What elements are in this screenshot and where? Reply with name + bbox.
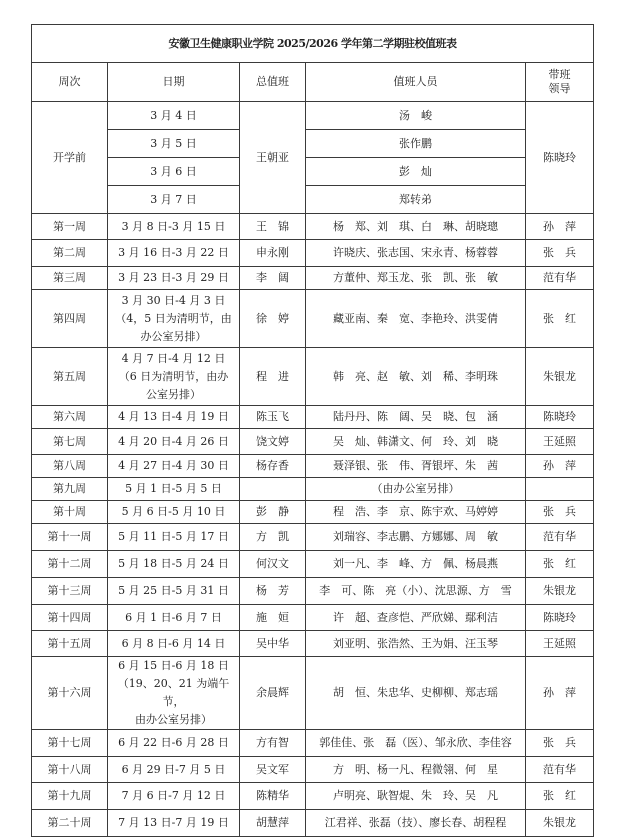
week-row — [32, 406, 594, 429]
shift-leader: 范有华 — [526, 267, 594, 290]
date-range: 3 月 23 日-3 月 29 日 — [108, 267, 240, 290]
header-leader-line2: 领导 — [548, 82, 571, 95]
week-label: 第一周 — [32, 214, 108, 240]
duty-staff: 方董仲、郑玉龙、张 凯、张 敏 — [306, 267, 526, 290]
pre-term-row — [32, 102, 594, 130]
week-row — [32, 783, 594, 810]
chief-on-duty: 王 锦 — [240, 214, 306, 240]
date-range-line: 4 月 7 日-4 月 12 日 — [121, 351, 226, 365]
week-label: 第十七周 — [32, 730, 108, 757]
duty-staff: 程 浩、李 京、陈宇欢、马婷婷 — [306, 501, 526, 524]
chief-on-duty: 饶文婷 — [240, 429, 306, 455]
pre-term-staff: 汤 峻 — [306, 102, 526, 130]
week-row — [32, 730, 594, 757]
pre-term-row — [32, 186, 594, 214]
week-row — [32, 429, 594, 455]
date-range-line: 由办公室另排） — [135, 713, 212, 726]
week-label: 第六周 — [32, 406, 108, 429]
chief-on-duty: 陈精华 — [240, 783, 306, 810]
week-label: 第十一周 — [32, 524, 108, 551]
chief-on-duty: 李 阔 — [240, 267, 306, 290]
duty-staff: 杨 郑、刘 琪、白 琳、胡晓璁 — [306, 214, 526, 240]
duty-staff: 许晓庆、张志国、宋永青、杨蓉蓉 — [306, 240, 526, 267]
header-staff: 值班人员 — [306, 63, 526, 102]
chief-on-duty: 施 姮 — [240, 605, 306, 631]
shift-leader: 张 兵 — [526, 501, 594, 524]
pre-term-staff: 张作鹏 — [306, 130, 526, 158]
date-range-line: 3 月 30 日-4 月 3 日 — [121, 293, 226, 307]
date-range-line: 公室另排） — [146, 387, 201, 401]
duty-staff: 李 可、陈 亮（小）、沈思源、方 雪 — [306, 578, 526, 605]
chief-on-duty: 陈玉飞 — [240, 406, 306, 429]
duty-staff: 韩 亮、赵 敏、刘 稀、李明珠 — [306, 348, 526, 406]
pre-term-date: 3 月 4 日 — [108, 102, 240, 130]
week-row — [32, 290, 594, 348]
date-range: 6 月 8 日-6 月 14 日 — [108, 631, 240, 657]
document-title: 安徽卫生健康职业学院 2025/2026 学年第二学期驻校值班表 — [32, 25, 594, 63]
duty-staff: 陆丹丹、陈 阔、吴 晓、包 涵 — [306, 406, 526, 429]
shift-leader: 王延照 — [526, 631, 594, 657]
pre-term-date: 3 月 7 日 — [108, 186, 240, 214]
date-range — [108, 657, 240, 730]
week-label: 第十三周 — [32, 578, 108, 605]
shift-leader: 张 兵 — [526, 730, 594, 757]
chief-on-duty: 胡慧萍 — [240, 810, 306, 837]
pre-term-row — [32, 130, 594, 158]
shift-leader: 张 红 — [526, 783, 594, 810]
date-range-line: （6 日为清明节，由办 — [118, 369, 229, 383]
date-range: 4 月 27 日-4 月 30 日 — [108, 455, 240, 478]
date-range: 5 月 1 日-5 月 5 日 — [108, 478, 240, 501]
duty-staff: 聂泽银、张 伟、胥银坪、朱 茜 — [306, 455, 526, 478]
week-label: 第三周 — [32, 267, 108, 290]
date-range: 3 月 16 日-3 月 22 日 — [108, 240, 240, 267]
date-range: 6 月 1 日-6 月 7 日 — [108, 605, 240, 631]
shift-leader: 范有华 — [526, 524, 594, 551]
week-row — [32, 524, 594, 551]
shift-leader: 王延照 — [526, 429, 594, 455]
date-range: 7 月 13 日-7 月 19 日 — [108, 810, 240, 837]
pre-term-staff: 彭 灿 — [306, 158, 526, 186]
week-row — [32, 501, 594, 524]
shift-leader: 张 兵 — [526, 240, 594, 267]
header-chief: 总值班 — [240, 63, 306, 102]
week-label: 第十四周 — [32, 605, 108, 631]
week-row — [32, 348, 594, 406]
shift-leader — [526, 478, 594, 501]
chief-on-duty: 徐 婷 — [240, 290, 306, 348]
week-label: 第十九周 — [32, 783, 108, 810]
week-row — [32, 267, 594, 290]
week-row — [32, 214, 594, 240]
duty-staff: 胡 恒、朱忠华、史柳柳、郑志瑶 — [306, 657, 526, 730]
pre-term-chief: 王朝亚 — [240, 102, 306, 214]
week-label: 第九周 — [32, 478, 108, 501]
duty-staff: 刘一凡、李 峰、方 佩、杨晨燕 — [306, 551, 526, 578]
week-row — [32, 657, 594, 730]
duty-staff: 郭佳佳、张 磊（医）、邹永欣、李佳容 — [306, 730, 526, 757]
duty-staff: 方 明、杨一凡、程微翎、何 星 — [306, 757, 526, 783]
week-label: 第四周 — [32, 290, 108, 348]
duty-staff: 吴 灿、韩潇文、何 玲、刘 晓 — [306, 429, 526, 455]
shift-leader: 张 红 — [526, 551, 594, 578]
chief-on-duty: 吴中华 — [240, 631, 306, 657]
duty-staff: 藏亚南、秦 宽、李艳玲、洪雯倩 — [306, 290, 526, 348]
shift-leader: 孙 萍 — [526, 657, 594, 730]
chief-on-duty: 余晨辉 — [240, 657, 306, 730]
shift-leader: 孙 萍 — [526, 455, 594, 478]
week-row — [32, 631, 594, 657]
date-range-line: （4，5 日为清明节，由 — [115, 311, 232, 325]
date-range: 4 月 20 日-4 月 26 日 — [108, 429, 240, 455]
chief-on-duty: 程 进 — [240, 348, 306, 406]
shift-leader: 张 红 — [526, 290, 594, 348]
shift-leader: 朱银龙 — [526, 810, 594, 837]
chief-on-duty: 方 凯 — [240, 524, 306, 551]
chief-on-duty — [240, 478, 306, 501]
pre-term-week: 开学前 — [32, 102, 108, 214]
pre-term-date: 3 月 5 日 — [108, 130, 240, 158]
date-range: 5 月 6 日-5 月 10 日 — [108, 501, 240, 524]
date-range-line: （19、20、21 为端午节， — [117, 677, 230, 708]
date-range — [108, 290, 240, 348]
date-range: 6 月 29 日-7 月 5 日 — [108, 757, 240, 783]
duty-staff: 卢明亮、耿智焜、朱 玲、吴 凡 — [306, 783, 526, 810]
chief-on-duty: 杨存香 — [240, 455, 306, 478]
header-leader — [526, 63, 594, 102]
shift-leader: 陈晓玲 — [526, 605, 594, 631]
week-label: 第十六周 — [32, 657, 108, 730]
chief-on-duty: 彭 静 — [240, 501, 306, 524]
header-date: 日期 — [108, 63, 240, 102]
shift-leader: 朱银龙 — [526, 578, 594, 605]
week-label: 第十二周 — [32, 551, 108, 578]
week-label: 第十五周 — [32, 631, 108, 657]
header-leader-line1: 带班 — [548, 68, 571, 81]
duty-staff: 刘亚明、张浩然、王为娟、汪玉琴 — [306, 631, 526, 657]
duty-roster-table — [31, 24, 594, 837]
week-row — [32, 455, 594, 478]
chief-on-duty: 吴文军 — [240, 757, 306, 783]
date-range: 3 月 8 日-3 月 15 日 — [108, 214, 240, 240]
date-range: 5 月 18 日-5 月 24 日 — [108, 551, 240, 578]
shift-leader: 陈晓玲 — [526, 406, 594, 429]
week-row — [32, 478, 594, 501]
shift-leader: 孙 萍 — [526, 214, 594, 240]
week-label: 第七周 — [32, 429, 108, 455]
week-label: 第十周 — [32, 501, 108, 524]
date-range: 5 月 25 日-5 月 31 日 — [108, 578, 240, 605]
title-row — [32, 25, 594, 63]
chief-on-duty: 杨 芳 — [240, 578, 306, 605]
pre-term-row — [32, 158, 594, 186]
date-range: 5 月 11 日-5 月 17 日 — [108, 524, 240, 551]
week-row — [32, 757, 594, 783]
week-label: 第二十周 — [32, 810, 108, 837]
date-range: 4 月 13 日-4 月 19 日 — [108, 406, 240, 429]
duty-staff: 江君祥、张磊（技）、廖长春、胡程程 — [306, 810, 526, 837]
pre-term-date: 3 月 6 日 — [108, 158, 240, 186]
week-label: 第八周 — [32, 455, 108, 478]
duty-staff: 刘瑞容、李志鹏、方娜娜、周 敏 — [306, 524, 526, 551]
week-row — [32, 551, 594, 578]
header-week: 周次 — [32, 63, 108, 102]
chief-on-duty: 申永刚 — [240, 240, 306, 267]
duty-staff: 许 超、查彦恺、严欣娣、鄢利洁 — [306, 605, 526, 631]
date-range: 6 月 22 日-6 月 28 日 — [108, 730, 240, 757]
week-row — [32, 605, 594, 631]
date-range: 7 月 6 日-7 月 12 日 — [108, 783, 240, 810]
week-label: 第二周 — [32, 240, 108, 267]
chief-on-duty: 方有智 — [240, 730, 306, 757]
date-range-line: 6 月 15 日-6 月 18 日 — [118, 659, 229, 672]
week-row — [32, 810, 594, 837]
week-row — [32, 578, 594, 605]
week-row — [32, 240, 594, 267]
shift-leader: 朱银龙 — [526, 348, 594, 406]
duty-staff: （由办公室另排） — [306, 478, 526, 501]
week-label: 第十八周 — [32, 757, 108, 783]
chief-on-duty: 何汉文 — [240, 551, 306, 578]
header-row — [32, 63, 594, 102]
pre-term-staff: 郑转弟 — [306, 186, 526, 214]
shift-leader: 范有华 — [526, 757, 594, 783]
pre-term-leader: 陈晓玲 — [526, 102, 594, 214]
week-label: 第五周 — [32, 348, 108, 406]
date-range-line: 办公室另排） — [140, 329, 207, 343]
date-range — [108, 348, 240, 406]
